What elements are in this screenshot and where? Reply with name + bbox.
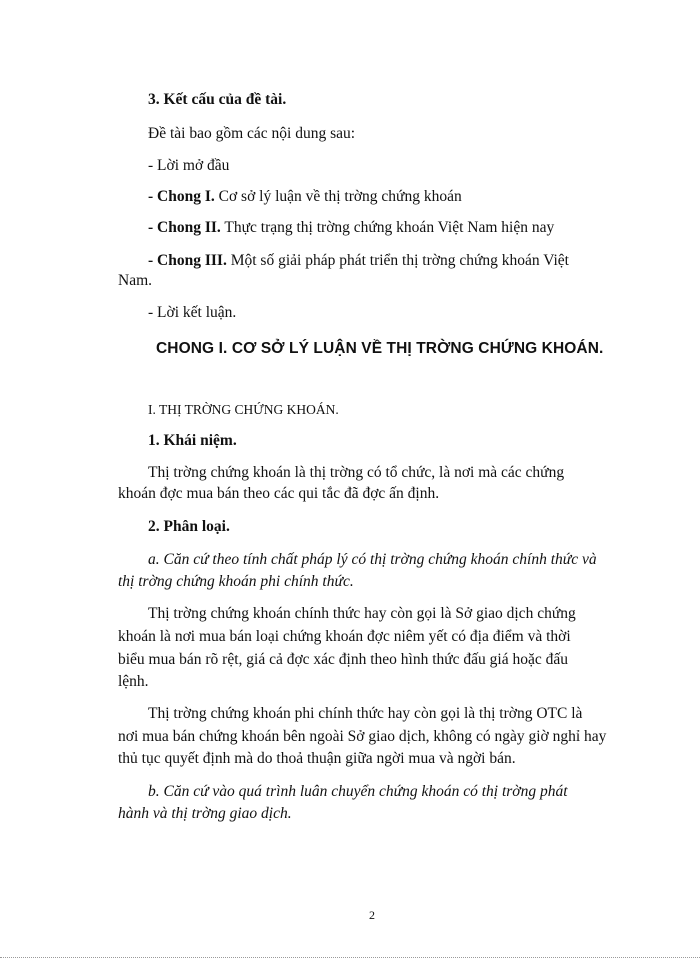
classification-b-line: hành và thị trờng giao dịch. bbox=[118, 805, 292, 822]
outline-item-text: Cơ sở lý luận về thị trờng chứng khoán bbox=[218, 188, 462, 205]
outline-item-conclusion: - Lời kết luận. bbox=[148, 304, 237, 321]
classification-a-line: thị trờng chứng khoán phi chính thức. bbox=[118, 573, 354, 590]
subheading-classification: 2. Phân loại. bbox=[148, 518, 230, 535]
outline-item-chapter-3 bbox=[148, 251, 569, 271]
page-bottom-border bbox=[0, 957, 700, 958]
paragraph-definition-line: Thị trờng chứng khoán là thị trờng có tổ chức, là nơi mà các chứng bbox=[148, 464, 565, 481]
paragraph-definition-line: khoán đợc mua bán theo các qui tắc đã đợc ấn định. bbox=[118, 485, 440, 502]
outline-item-text: Một số giải pháp phát triển thị trờng chứng khoán Việt bbox=[230, 252, 569, 269]
outline-item-chapter-3-cont: Nam. bbox=[118, 272, 153, 289]
page-number: 2 bbox=[369, 908, 375, 922]
section-heading: 3. Kết cấu của đề tài. bbox=[148, 91, 287, 108]
paragraph-otc-market-line: nơi mua bán chứng khoán bên ngoài Sở giao dịch, không có ngày giờ nghỉ hay bbox=[118, 728, 607, 745]
paragraph-official-market-line: Thị trờng chứng khoán chính thức hay còn gọi là Sở giao dịch chứng bbox=[148, 605, 576, 622]
classification-b-line: b. Căn cứ vào quá trình luân chuyển chứng khoán có thị trờng phát bbox=[148, 783, 568, 800]
outline-item-prefix: - Chong II. bbox=[148, 219, 221, 236]
paragraph-official-market-line: biểu mua bán rõ rệt, giá cả đợc xác định theo hình thức đấu giá hoặc đấu bbox=[118, 651, 569, 668]
intro-text: Đề tài bao gồm các nội dung sau: bbox=[148, 125, 356, 142]
subheading-definition: 1. Khái niệm. bbox=[148, 432, 237, 449]
outline-item-text: Thực trạng thị trờng chứng khoán Việt Nam hiện nay bbox=[224, 219, 555, 236]
paragraph-otc-market-line: Thị trờng chứng khoán phi chính thức hay còn gọi là thị trờng OTC là bbox=[148, 705, 583, 722]
outline-item-prefix: - Chong III. bbox=[148, 252, 227, 269]
chapter-title: CHONG I. CƠ SỞ LÝ LUẬN VỀ THỊ TRỜNG CHỨNG KHOÁN. bbox=[156, 340, 604, 357]
outline-item-opening: - Lời mở đầu bbox=[148, 157, 230, 174]
section-title-i: I. THỊ TRỜNG CHỨNG KHOÁN. bbox=[148, 402, 339, 417]
outline-item-chapter-2 bbox=[148, 218, 554, 238]
classification-a-line: a. Căn cứ theo tính chất pháp lý có thị trờng chứng khoán chính thức và bbox=[148, 551, 597, 568]
paragraph-official-market-line: khoán là nơi mua bán loại chứng khoán đợc niêm yết có địa điểm và thời bbox=[118, 628, 571, 645]
paragraph-official-market-line: lệnh. bbox=[118, 673, 149, 690]
outline-item-prefix: - Chong I. bbox=[148, 188, 215, 205]
outline-item-chapter-1 bbox=[148, 187, 462, 207]
paragraph-otc-market-line: thủ tục quyết định mà do thoả thuận giữa ngời mua và ngời bán. bbox=[118, 750, 516, 767]
